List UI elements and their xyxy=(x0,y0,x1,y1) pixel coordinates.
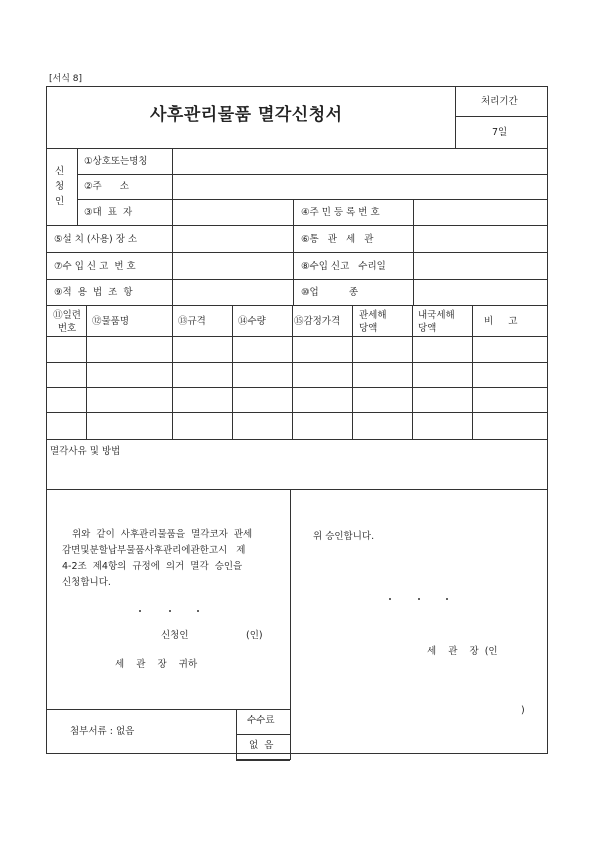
trade-name-label: ①상호또는명칭 xyxy=(84,156,148,167)
applicant-seal: (인) xyxy=(246,630,263,641)
frame-right xyxy=(547,86,548,753)
approval-closing-paren: ) xyxy=(521,705,525,716)
applicant-signature-label: 신청인 xyxy=(161,630,189,641)
frame-bottom xyxy=(46,753,548,754)
date-placeholder-dot xyxy=(418,598,420,600)
import-declaration-number-label: ⑦수 입 신 고 번 호 xyxy=(54,261,136,272)
application-text-line-2: 감면및분할납부물품사후관리에관한고시 제 xyxy=(62,545,246,556)
date-placeholder-dot xyxy=(389,598,391,600)
application-text-line-1: 위와 같이 사후관리물품을 멸각코자 관세 xyxy=(72,529,253,540)
date-placeholder-dot xyxy=(197,610,199,612)
applicant-side-label-2: 청 xyxy=(55,181,65,192)
applicant-side-label-1: 신 xyxy=(55,166,65,177)
header-appraised-price: ⑮감정가격 xyxy=(294,316,341,327)
date-placeholder-dot xyxy=(169,610,171,612)
applicant-side-label-3: 인 xyxy=(55,196,65,207)
customs-office-label: ⑥통 관 세 관 xyxy=(301,234,374,245)
fee-value: 없 음 xyxy=(249,740,274,751)
processing-period-label: 처리기간 xyxy=(481,96,518,107)
header-quantity: ⑭수량 xyxy=(238,316,266,327)
business-type-label: ⑩업 종 xyxy=(301,287,359,298)
header-serial-number: ⑪일련번호 xyxy=(53,310,81,334)
frame-left xyxy=(46,86,47,753)
applicable-law-label: ⑨적 용 법 조 항 xyxy=(54,287,133,298)
import-acceptance-date-label: ⑧수입 신고 수리일 xyxy=(301,261,386,272)
addressee-line: 세 관 장 귀하 xyxy=(115,659,198,670)
header-remarks: 비 고 xyxy=(484,316,524,327)
processing-period-value: 7일 xyxy=(492,127,508,138)
date-placeholder-dot xyxy=(139,610,141,612)
header-customs-duty: 관세해당액 xyxy=(359,310,387,334)
attachments-text: 첨부서류 : 없음 xyxy=(70,726,135,737)
resident-number-label: ④주 민 등 록 번 호 xyxy=(301,207,380,218)
frame-top xyxy=(46,86,548,87)
installation-place-label: ⑤설 치 (사용) 장 소 xyxy=(54,234,138,245)
header-item-name: ⑫물품명 xyxy=(92,316,130,327)
application-text-line-4: 신청합니다. xyxy=(62,577,111,588)
date-placeholder-dot xyxy=(446,598,448,600)
approval-signer: 세 관 장 (인 xyxy=(427,646,498,657)
header-internal-tax: 내국세해당액 xyxy=(418,310,455,334)
representative-label: ③대 표 자 xyxy=(84,207,133,218)
approval-text: 위 승인합니다. xyxy=(313,531,375,542)
application-text-line-3: 4-2조 제4항의 규정에 의거 멸각 승인을 xyxy=(62,561,243,572)
header-specification: ⑬규격 xyxy=(178,316,206,327)
address-label: ②주 소 xyxy=(84,181,129,192)
form-title: 사후관리물품 멸각신청서 xyxy=(150,105,343,125)
fee-label: 수수료 xyxy=(247,715,275,726)
disposal-reason-label: 멸각사유 및 방법 xyxy=(50,446,121,457)
form-number-tag: [서식 8] xyxy=(49,74,82,84)
